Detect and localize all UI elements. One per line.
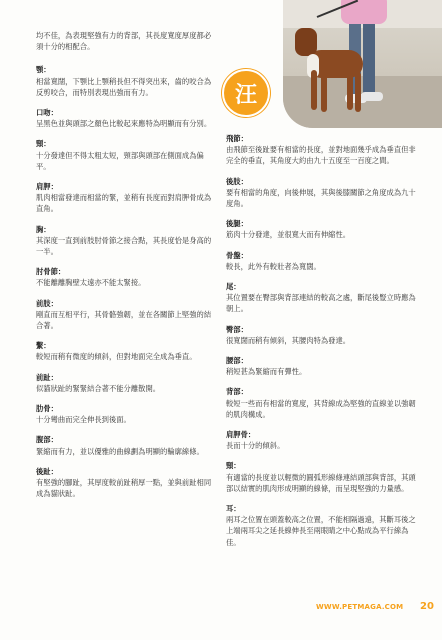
section-text: 較短而稍有微度的傾斜，但對地面完全成為垂直。 [36,352,197,362]
right-section [226,429,421,451]
right-section [226,281,421,315]
section-heading: 腰部： [226,356,248,366]
section-heading: 頸： [226,461,241,471]
section-heading: 胸： [36,224,51,234]
section-heading: 飛節： [226,134,248,143]
right-section-list [226,133,421,548]
section-heading: 肘骨節： [36,267,66,277]
section-heading: 後趾： [36,466,58,476]
left-section [36,403,218,425]
left-column [36,30,218,509]
left-section [36,466,218,500]
left-section [36,107,218,129]
section-text: 十分彎曲而完全伸長到後面。 [36,415,131,425]
section-heading: 耳： [226,504,241,514]
section-text: 剛直而互相平行，其骨骼強韌，並在各關節上堅強的結合著。 [36,309,212,331]
section-text: 較短一些而有相當的寬度，其背線成為堅強的直線並以強韌的肌肉構成。 [226,398,416,419]
section-heading: 前趾： [36,372,58,382]
section-text: 長而十分的傾斜。 [226,441,285,451]
section-heading: 肩胛： [36,182,58,192]
right-section [226,324,421,346]
section-text: 很寬闊而稍有傾斜，其腰肉特為發達。 [226,335,351,345]
section-text: 相當寬闊，下顎比上顎稍長但不得突出來，齒的咬合為反剪咬合，而特別表現出強而有力。 [36,76,212,97]
section-heading: 前肢： [36,298,58,308]
page-footer [316,601,436,617]
right-section [226,386,421,420]
left-section [36,340,218,362]
section-heading: 骨盤： [226,250,248,260]
section-heading: 臀部： [226,324,248,334]
section-text: 要有相當的角度，向後伸展，其與後膝關節之角度成為九十度角。 [226,187,416,209]
section-heading: 腹部： [36,435,58,445]
section-text: 兩耳之位置在頭蓋較高之位置，不能相隔過遠，其斷耳後之上端兩耳尖之延長線伸長至兩眼睛之中心點成為平行線為佳。 [226,515,416,547]
section-text: 較長，此外有較壯者為寬闊。 [226,261,321,271]
section-text: 其深度一直到前肢肘骨節之接合點，其長度恰是身高的一半。 [36,235,212,257]
section-text: 肌肉相當發達而相當的緊，並稍有長度而對肩胛骨成為直角。 [36,193,212,214]
left-section [36,434,218,456]
section-heading: 尾： [226,282,241,292]
left-section [36,181,218,215]
intro-paragraph [36,30,218,52]
photo-dog-and-owner [283,0,442,128]
right-section [226,133,421,167]
left-section [36,298,218,332]
section-text: 呈黑色並與頭部之顏色比較起來應特為明顯而有分別。 [36,119,212,129]
left-section [36,64,218,98]
right-section [226,218,421,240]
left-section-list [36,64,218,499]
section-heading: 顎： [36,65,51,75]
left-section [36,372,218,394]
section-heading: 口吻： [36,108,58,118]
page-number: 20 [420,601,434,612]
right-section [226,250,421,272]
section-heading: 頸： [36,139,51,149]
section-text: 緊縮而有力，並以優雅的曲線劃為明顯的輪廓線條。 [36,446,204,456]
right-section [226,176,421,210]
section-text: 其位置要在臀部與背部連結的較高之處，斷尾後豎立時應為朝上。 [226,293,416,314]
woof-badge: 汪 [222,69,270,117]
section-heading: 背部： [226,387,248,397]
left-section [36,224,218,258]
section-heading: 肋骨： [36,404,58,414]
section-text: 十分發達但不得太粗太短，頸部與頭部在側面成為偏平。 [36,150,204,171]
website-url: WWW.PETMAGA.COM [316,603,404,611]
right-section [226,503,421,548]
section-text: 稍短甚為緊縮而有彈性。 [226,367,307,377]
right-section [226,460,421,494]
section-heading: 繫： [36,341,51,351]
section-text: 由飛節至後趾要有相當的長度，並對地面幾乎成為垂直但非完全的垂直，其角度大約由九十五度至一百度之間。 [226,145,416,166]
section-text: 有堅強的腳趾，其厚度較前趾稍厚一點，並與前趾相同成為貓狀趾。 [36,478,212,499]
left-section [36,266,218,288]
section-text: 有適當的長度並以輕微的圓弧形線條連結頭部與背部，其頭部以結實的肌肉形成明顯的線條，而呈現堅強的力量感。 [226,472,416,493]
intro-text: 均不佳，為表現堅強有力的背部，其長度寬度厚度都必須十分的相配合。 [36,31,212,52]
section-text: 筋肉十分發達，並很寬大而有伸縮性。 [226,230,351,240]
section-heading: 肩胛骨： [226,430,256,440]
left-section [36,138,218,172]
section-text: 不能離離胸壁太遠亦不能太緊接。 [36,278,146,288]
section-heading: 後腿： [226,219,248,229]
right-column [226,133,421,557]
right-section [226,355,421,377]
section-heading: 後肢： [226,176,248,186]
section-text: 似貓狀趾的緊緊結合著不能分離散開。 [36,383,161,393]
